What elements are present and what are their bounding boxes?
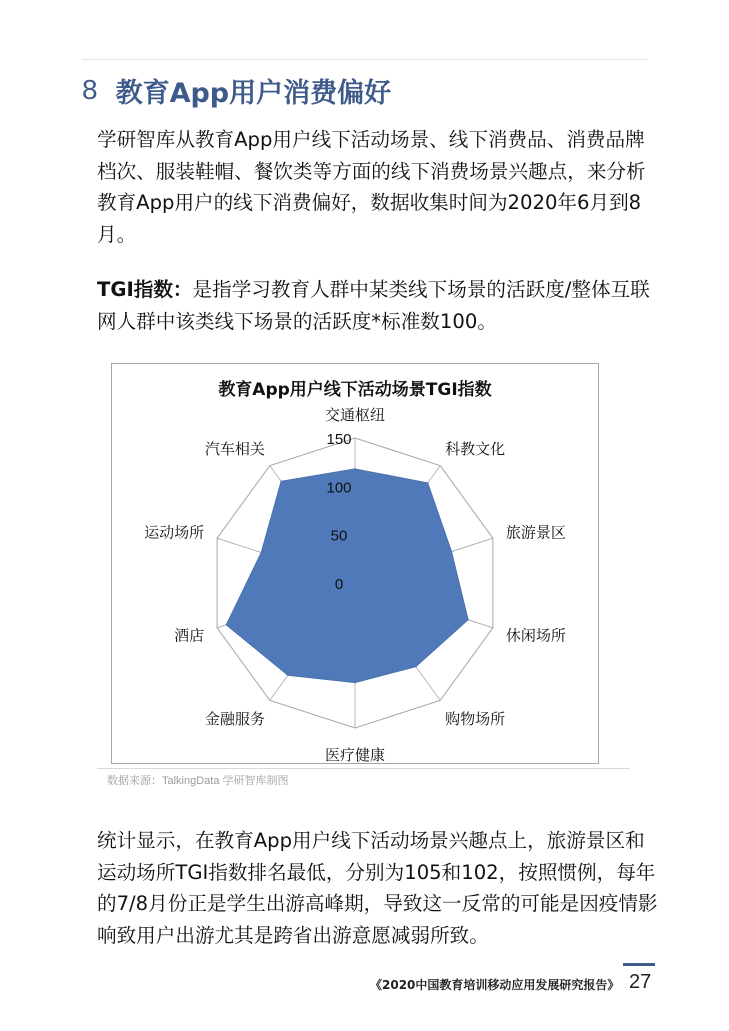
top-divider xyxy=(82,59,647,60)
radar-data-point xyxy=(415,666,417,668)
radar-tick-label: 100 xyxy=(326,479,352,497)
page-number: 27 xyxy=(629,971,652,993)
radar-category-label: 旅游景区 xyxy=(505,523,566,542)
footer-report-title: 《2020中国教育培训移动应用发展研究报告》 xyxy=(370,978,620,992)
section-title: 教育App用户消费偏好 xyxy=(115,77,392,109)
radar-data-point xyxy=(225,624,227,626)
radar-tick-label: 150 xyxy=(326,431,352,448)
radar-data-point xyxy=(467,619,469,621)
radar-data-point xyxy=(260,552,262,554)
radar-category-label: 购物场所 xyxy=(445,710,506,729)
section-heading xyxy=(82,70,391,110)
radar-category-label: 科教文化 xyxy=(445,439,506,458)
radar-tick-label: 50 xyxy=(330,527,348,545)
tgi-term: TGI指数： xyxy=(97,278,193,301)
chart-title: 教育App用户线下活动场景TGI指数 xyxy=(218,380,492,400)
radar-data-point xyxy=(451,551,453,553)
radar-data-point xyxy=(354,468,356,470)
radar-category-label: 医疗健康 xyxy=(324,746,386,763)
radar-category-label: 酒店 xyxy=(174,626,205,645)
radar-chart xyxy=(111,363,599,764)
footer-accent-bar xyxy=(623,963,655,966)
radar-series-area xyxy=(226,469,468,683)
radar-tick-label: 0 xyxy=(334,576,344,593)
source-divider xyxy=(97,768,630,769)
radar-chart-svg xyxy=(112,364,598,763)
radar-category-label: 金融服务 xyxy=(204,710,265,729)
radar-category-label: 运动场所 xyxy=(144,523,205,542)
radar-category-label: 交通枢纽 xyxy=(324,406,386,424)
conclusion-paragraph: 统计显示，在教育App用户线下活动场景兴趣点上，旅游景区和运动场所TGI指数排名最低，分别为105和102，按照惯例，每年的7/8月份正是学生出游高峰期，导致这一反常的可能是因疫情影响致用户出游尤其是跨省出游意愿减弱所致。 xyxy=(97,829,658,947)
radar-data-point xyxy=(280,481,282,483)
tgi-definition-text: 是指学习教育人群中某类线下场景的活跃度/整体互联网人群中该类线下场景的活跃度*标准数100。 xyxy=(97,278,650,333)
radar-category-label: 休闲场所 xyxy=(505,626,566,645)
source-note: 数据来源：TalkingData 学研智库制图 xyxy=(107,775,289,787)
radar-category-label: 汽车相关 xyxy=(204,439,265,458)
radar-data-point xyxy=(354,682,356,684)
section-number: 8 xyxy=(82,74,98,105)
intro-paragraph: 学研智库从教育App用户线下活动场景、线下消费品、消费品牌档次、服装鞋帽、餐饮类等方面的线下消费场景兴趣点，来分析教育App用户的线下消费偏好，数据收集时间为2020年6月到8月。 xyxy=(97,128,646,246)
radar-data-point xyxy=(287,674,289,676)
tgi-definition xyxy=(97,274,659,337)
radar-data-point xyxy=(427,482,429,484)
